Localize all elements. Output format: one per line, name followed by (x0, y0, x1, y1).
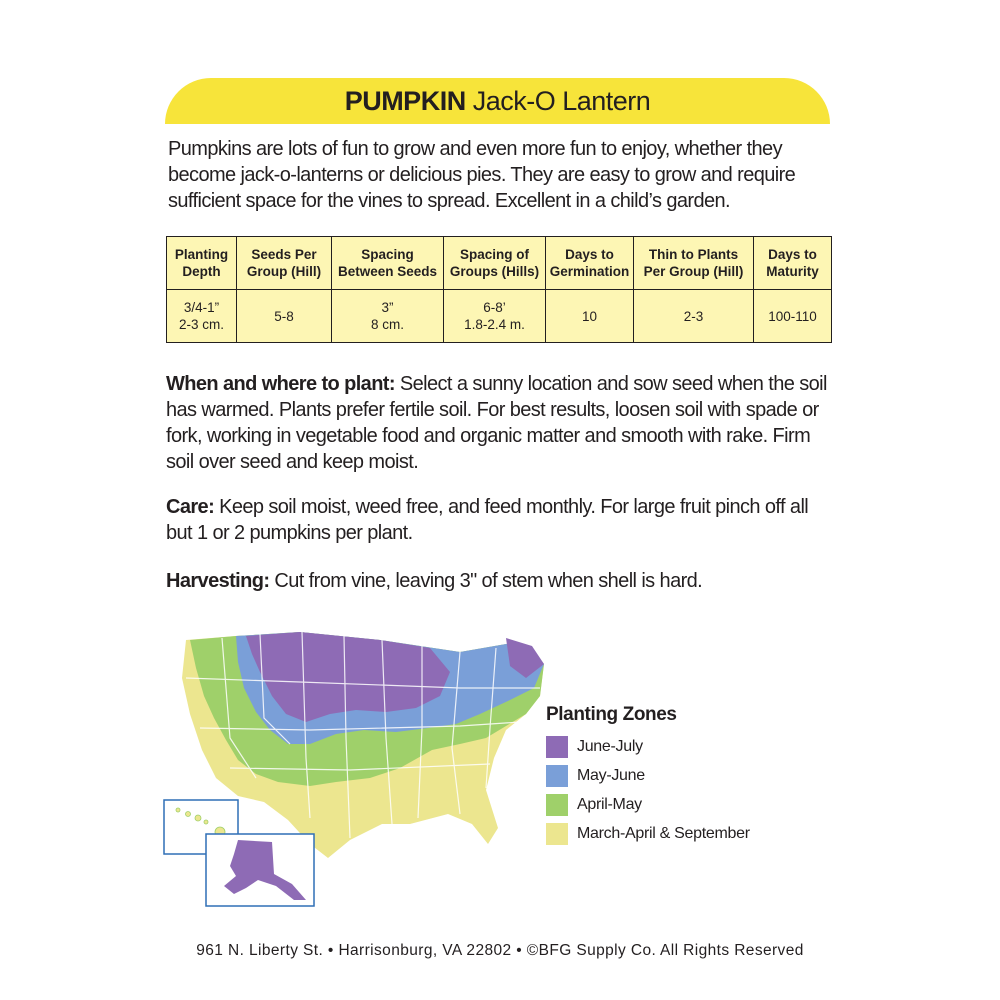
legend-swatch (546, 736, 568, 758)
planting-info-table (166, 236, 832, 343)
title-banner (165, 78, 830, 124)
planting-zones-legend (546, 704, 750, 848)
legend-label: June-July (577, 737, 643, 755)
care-text: Keep soil moist, weed free, and feed monthly. For large fruit pinch off all but 1 or 2 pumpkins per plant. (166, 496, 809, 544)
product-variety: Jack-O Lantern (472, 85, 651, 116)
intro-paragraph: Pumpkins are lots of fun to grow and even more fun to enjoy, whether they become jack-o-lanterns or delicious pies. They are easy to grow and require sufficient space for the vines to spread. Excellent in a child’s garden. (168, 138, 796, 212)
when-where-text: Select a sunny location and sow seed when the soil has warmed. Plants prefer fertile soil. For best results, loosen soil with spade or fork, working in vegetable food and organic matter and smooth with rake. Firm soil over seed and keep moist. (166, 373, 827, 473)
harvesting-label: Harvesting: (166, 570, 270, 592)
cell-days-maturity: 100-110 (754, 290, 832, 343)
header-spacing-groups: Spacing of Groups (Hills) (444, 237, 546, 290)
header-days-maturity: Days to Maturity (754, 237, 832, 290)
cell-planting-depth: 3/4-1” 2-3 cm. (167, 290, 237, 343)
legend-swatch (546, 823, 568, 845)
when-where-label: When and where to plant: (166, 373, 395, 395)
legend-item-april-may (546, 790, 750, 819)
table-header-row (167, 237, 832, 290)
header-days-germination: Days to Germination (546, 237, 634, 290)
legend-swatch (546, 794, 568, 816)
header-spacing-seeds: Spacing Between Seeds (332, 237, 444, 290)
care-label: Care: (166, 496, 215, 518)
legend-item-may-june (546, 761, 750, 790)
harvesting-paragraph (166, 568, 831, 594)
legend-swatch (546, 765, 568, 787)
legend-label: March-April & September (577, 824, 750, 842)
legend-item-june-july (546, 732, 750, 761)
header-thin-to-plants: Thin to Plants Per Group (Hill) (634, 237, 754, 290)
planting-zones-map (160, 618, 560, 918)
legend-label: April-May (577, 795, 642, 813)
product-title: PUMPKIN (344, 85, 466, 116)
legend-item-march-april-september (546, 819, 750, 848)
care-paragraph (166, 494, 831, 546)
legend-label: May-June (577, 766, 645, 784)
cell-seeds-per-group: 5-8 (237, 290, 332, 343)
table-row (167, 290, 832, 343)
when-where-paragraph (166, 371, 831, 475)
header-planting-depth: Planting Depth (167, 237, 237, 290)
harvesting-text: Cut from vine, leaving 3" of stem when shell is hard. (269, 570, 703, 592)
cell-days-germination: 10 (546, 290, 634, 343)
cell-spacing-seeds: 3” 8 cm. (332, 290, 444, 343)
legend-title: Planting Zones (546, 704, 677, 725)
header-seeds-per-group: Seeds Per Group (Hill) (237, 237, 332, 290)
cell-spacing-groups: 6-8’ 1.8-2.4 m. (444, 290, 546, 343)
cell-thin-to-plants: 2-3 (634, 290, 754, 343)
footer-address: 961 N. Liberty St. • Harrisonburg, VA 22802 • ©BFG Supply Co. All Rights Reserved (196, 942, 804, 959)
